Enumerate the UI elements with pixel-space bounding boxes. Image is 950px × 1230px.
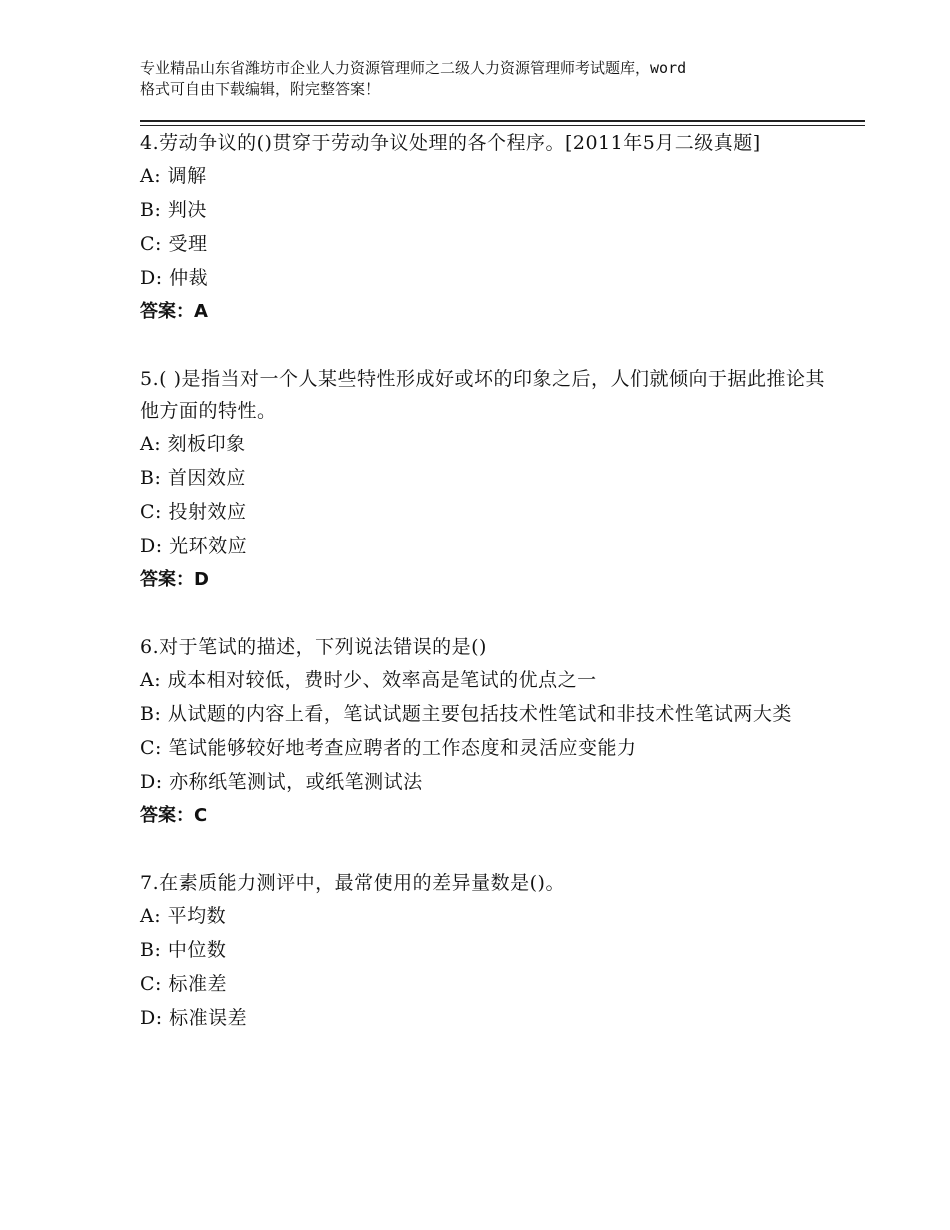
option-a: A: 成本相对较低，费时少、效率高是笔试的优点之一 xyxy=(140,669,597,691)
option-b: B: 中位数 xyxy=(140,939,227,961)
question-stem: 5.( )是指当对一个人某些特性形成好或坏的印象之后，人们就倾向于据此推论其他方面的特性。 xyxy=(140,368,825,422)
option-b: B: 判决 xyxy=(140,199,207,221)
option-d: D: 光环效应 xyxy=(140,535,248,557)
question-stem: 6.对于笔试的描述，下列说法错误的是() xyxy=(140,636,487,658)
option-b: B: 首因效应 xyxy=(140,467,246,489)
option-b: B: 从试题的内容上看，笔试试题主要包括技术性笔试和非技术性笔试两大类 xyxy=(140,703,792,725)
option-a: A: 调解 xyxy=(140,165,207,187)
question-5 xyxy=(140,363,830,597)
question-stem: 4.劳动争议的()贯穿于劳动争议处理的各个程序。[2011年5月二级真题] xyxy=(140,132,761,154)
option-c: C: 笔试能够较好地考查应聘者的工作态度和灵活应变能力 xyxy=(140,737,637,759)
option-c: C: 受理 xyxy=(140,233,208,255)
question-4 xyxy=(140,127,830,329)
question-7 xyxy=(140,867,830,1035)
question-stem: 7.在素质能力测评中，最常使用的差异量数是()。 xyxy=(140,872,565,894)
document-header xyxy=(140,58,840,100)
answer-label: 答案：C xyxy=(140,805,208,826)
header-line-2: 格式可自由下载编辑，附完整答案！ xyxy=(140,80,381,98)
option-a: A: 平均数 xyxy=(140,905,227,927)
answer-label: 答案：A xyxy=(140,301,208,322)
option-a: A: 刻板印象 xyxy=(140,433,246,455)
question-6 xyxy=(140,631,830,833)
header-divider-thin xyxy=(140,125,865,126)
option-c: C: 标准差 xyxy=(140,973,227,995)
answer-label: 答案：D xyxy=(140,569,209,590)
header-divider-thick xyxy=(140,120,865,122)
option-d: D: 亦称纸笔测试，或纸笔测试法 xyxy=(140,771,423,793)
header-line-1: 专业精品山东省潍坊市企业人力资源管理师之二级人力资源管理师考试题库，word xyxy=(140,59,687,77)
option-d: D: 仲裁 xyxy=(140,267,209,289)
option-d: D: 标准误差 xyxy=(140,1007,248,1029)
option-c: C: 投射效应 xyxy=(140,501,247,523)
question-list xyxy=(140,127,830,1069)
